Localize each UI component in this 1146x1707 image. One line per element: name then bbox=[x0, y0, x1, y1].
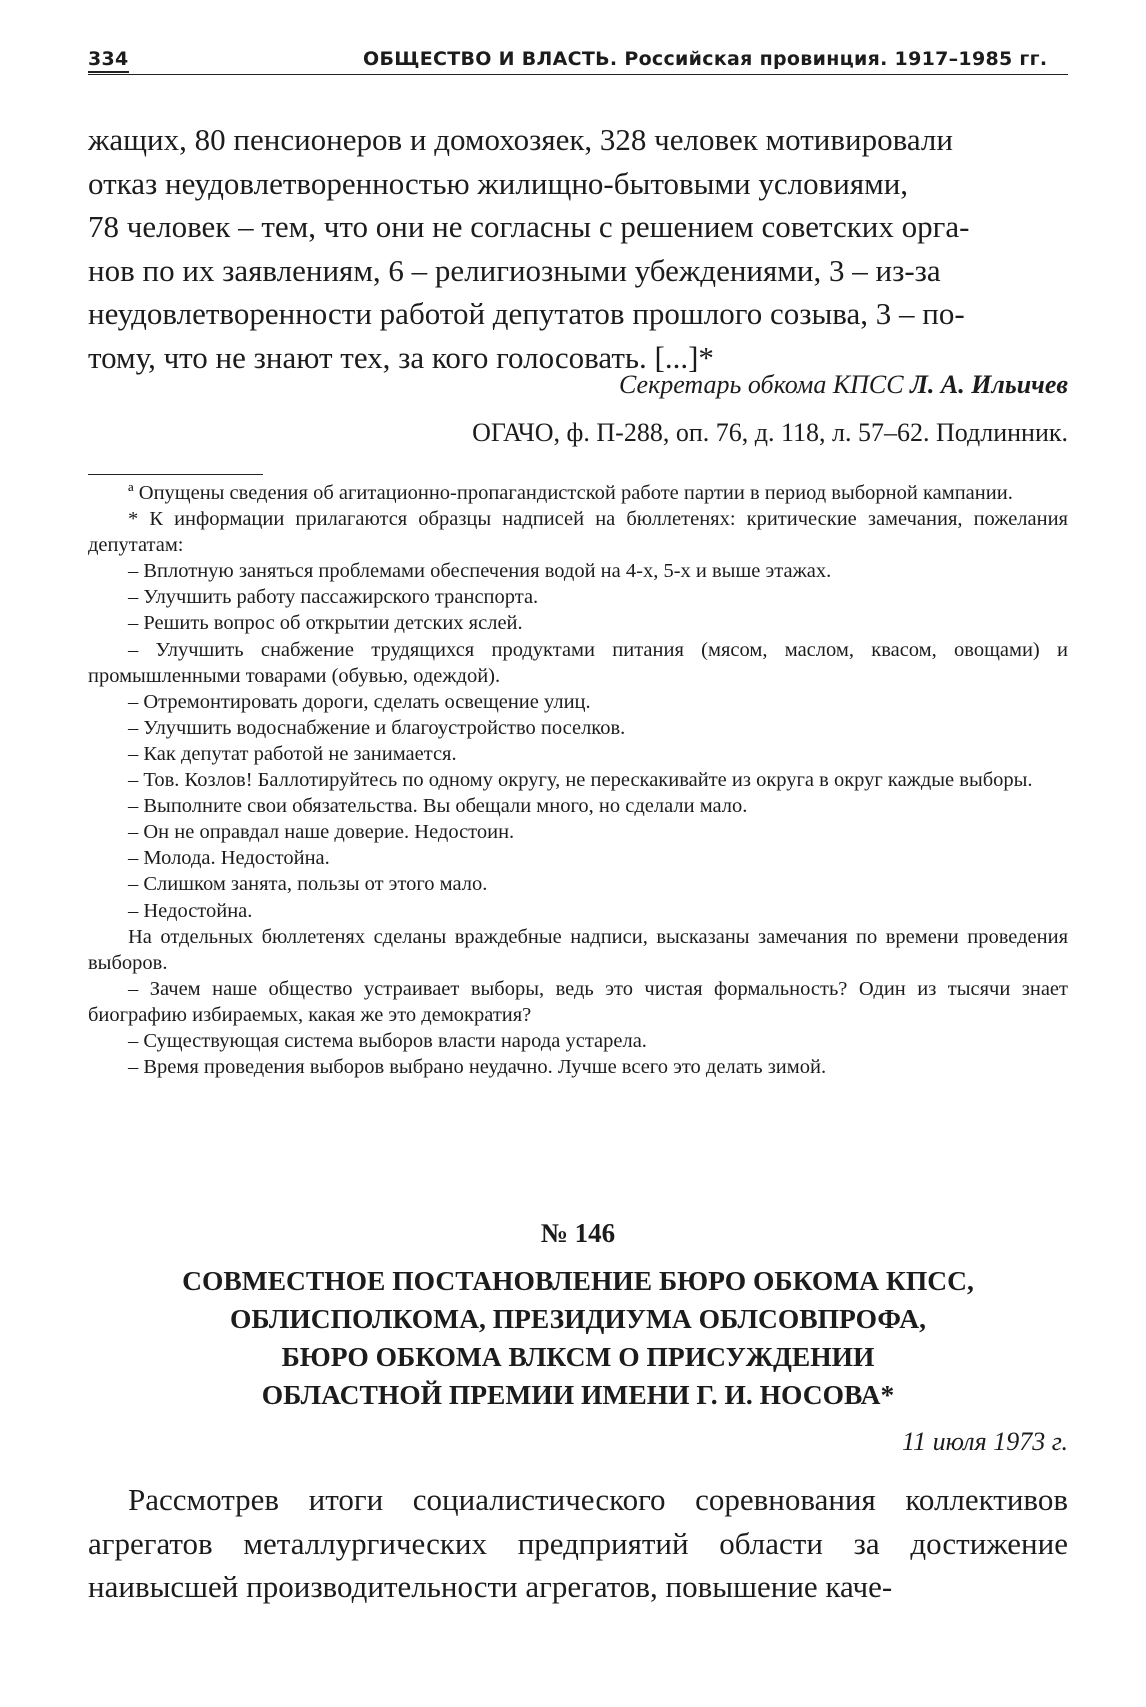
document-body-paragraph: Рассмотрев итоги социалистического соревнования коллективов агрегатов металлургических предприятий области за достижение наивысшей производительности агрегатов, повышение каче- bbox=[88, 1482, 1068, 1604]
running-title: ОБЩЕСТВО И ВЛАСТЬ. Российская провинция. 1917–1985 гг. bbox=[363, 48, 1048, 70]
footnote-rule bbox=[88, 474, 263, 475]
header-rule bbox=[88, 74, 1068, 75]
document-title-line: БЮРО ОБКОМА ВЛКСМ О ПРИСУЖДЕНИИ bbox=[281, 1341, 875, 1372]
footnote-paragraph: – Тов. Козлов! Баллотируйтесь по одному округу, не перескакивайте из округа в округ каждые выборы. bbox=[128, 769, 1033, 792]
document-date: 11 июля 1973 г. bbox=[902, 1427, 1068, 1456]
signature bbox=[619, 370, 1068, 400]
footnote-paragraph: – Улучшить снабжение трудящихся продуктами питания (мясом, маслом, квасом, овощами) и промышленными товарами (обувью, одеждой). bbox=[88, 638, 1068, 687]
footnote-paragraph: – Как депутат работой не занимается. bbox=[128, 742, 457, 765]
document-title-line: ОБЛАСТНОЙ ПРЕМИИ ИМЕНИ Г. И. НОСОВА* bbox=[261, 1379, 895, 1410]
footnote-paragraph: На отдельных бюллетенях сделаны враждебные надписи, высказаны замечания по времени проведения выборов. bbox=[88, 925, 1068, 974]
footnote-paragraph: * К информации прилагаются образцы надписей на бюллетенях: критические замечания, пожелания депутатам: bbox=[88, 508, 1068, 557]
document-title-line: СОВМЕСТНОЕ ПОСТАНОВЛЕНИЕ БЮРО ОБКОМА КПСС, bbox=[182, 1265, 974, 1296]
footnote-paragraph: – Недостойна. bbox=[128, 899, 253, 922]
footnote-paragraph: – Улучшить работу пассажирского транспорта. bbox=[128, 586, 539, 609]
main-text bbox=[88, 118, 1068, 379]
footnote-paragraph: ª Опущены сведения об агитационно-пропагандистской работе партии в период выборной кампании. bbox=[128, 482, 1013, 504]
document-number: № 146 bbox=[540, 1218, 616, 1248]
footnote-paragraph: – Время проведения выборов выбрано неудачно. Лучше всего это делать зимой. bbox=[128, 1056, 827, 1079]
footnote-paragraph: – Зачем наше общество устраивает выборы, ведь это чистая формальность? Один из тысячи знает биографию избираемых, какая же это демократия? bbox=[88, 977, 1068, 1026]
page-header bbox=[88, 48, 1068, 78]
document-title-line: ОБЛИСПОЛКОМА, ПРЕЗИДИУМА ОБЛСОВПРОФА, bbox=[229, 1303, 927, 1334]
main-text-line: 78 человек – тем, что они не согласны с решением советских орга- bbox=[88, 209, 970, 244]
signature-position: Секретарь обкома КПСС bbox=[619, 370, 904, 399]
footnote-paragraph: – Улучшить водоснабжение и благоустройство поселков. bbox=[128, 716, 626, 739]
footnote-paragraph: – Слишком занята, пользы от этого мало. bbox=[128, 873, 488, 896]
footnote-paragraph: – Отремонтировать дороги, сделать освещение улиц. bbox=[128, 690, 591, 713]
footnote-paragraph: – Молода. Недостойна. bbox=[128, 847, 330, 870]
footnotes bbox=[88, 480, 1068, 1080]
footnote-paragraph: – Он не оправдал наше доверие. Недостоин. bbox=[128, 821, 515, 844]
main-text-line: нов по их заявлениям, 6 – религиозными убеждениями, 3 – из-за bbox=[88, 252, 941, 288]
page-number: 334 bbox=[88, 48, 129, 73]
signature-name: Л. А. Ильичев bbox=[910, 370, 1068, 399]
footnote-paragraph: – Существующая система выборов власти народа устарела. bbox=[128, 1029, 647, 1052]
main-text-line: отказ неудовлетворенностью жилищно-бытовыми условиями, bbox=[88, 165, 909, 201]
footnote-paragraph: – Выполните свои обязательства. Вы обещали много, но сделали мало. bbox=[128, 795, 748, 818]
main-text-line: тому, что не знают тех, за кого голосовать. [...]* bbox=[88, 339, 714, 375]
document-title bbox=[88, 1262, 1068, 1414]
footnote-paragraph: – Вплотную заняться проблемами обеспечения водой на 4-х, 5-х и выше этажах. bbox=[128, 560, 832, 583]
footnote-paragraph: – Решить вопрос об открытии детских яслей. bbox=[128, 612, 523, 635]
archive-reference: ОГАЧО, ф. П-288, оп. 76, д. 118, л. 57–62. Подлинник. bbox=[472, 418, 1068, 447]
document-body bbox=[88, 1478, 1068, 1609]
main-text-line: жащих, 80 пенсионеров и домохозяек, 328 человек мотивировали bbox=[88, 122, 953, 157]
main-text-line: неудовлетворенности работой депутатов прошлого созыва, 3 – по- bbox=[88, 296, 965, 331]
